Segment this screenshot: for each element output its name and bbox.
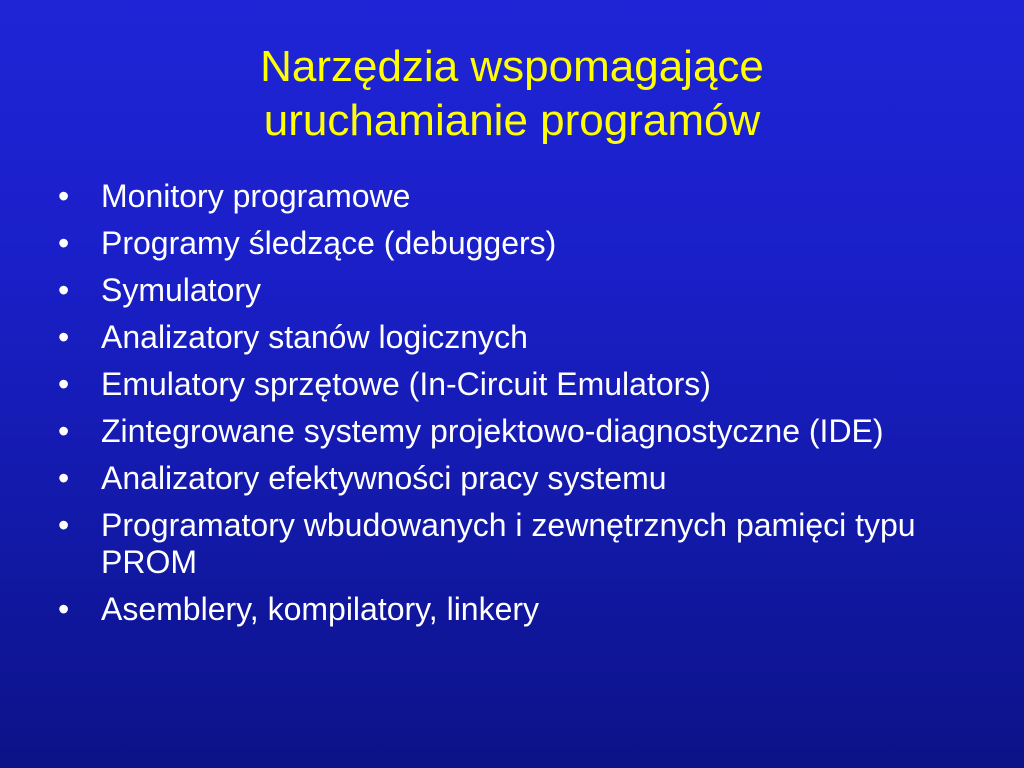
bullet-item-asemblery xyxy=(58,591,958,628)
bullet-text: Monitory programowe xyxy=(101,178,411,214)
slide-title-line-2: uruchamianie programów xyxy=(263,96,761,145)
bullet-text: Emulatory sprzętowe (In-Circuit Emulators) xyxy=(101,366,711,402)
bullet-icon: • xyxy=(58,272,70,308)
bullet-item-symulatory xyxy=(58,272,958,309)
bullet-text: Programatory wbudowanych i zewnętrznych pamięci typu PROM xyxy=(101,507,916,580)
bullet-item-monitory xyxy=(58,178,958,215)
bullet-item-analizatory-efektywnosci xyxy=(58,460,958,497)
bullet-icon: • xyxy=(58,460,70,496)
bullet-item-programy-sledzace xyxy=(58,225,958,262)
bullet-icon: • xyxy=(58,178,70,214)
bullet-icon: • xyxy=(58,591,70,627)
bullet-text: Symulatory xyxy=(101,272,262,308)
bullet-list xyxy=(58,178,958,638)
bullet-icon: • xyxy=(58,507,70,543)
bullet-text: Programy śledzące (debuggers) xyxy=(101,225,557,261)
bullet-icon: • xyxy=(58,225,70,261)
slide-title-line-1: Narzędzia wspomagające xyxy=(260,42,764,91)
bullet-icon: • xyxy=(58,366,70,402)
slide-title xyxy=(60,40,964,148)
bullet-item-programatory xyxy=(58,507,958,581)
bullet-text: Analizatory stanów logicznych xyxy=(101,319,528,355)
bullet-item-emulatory xyxy=(58,366,958,403)
bullet-text: Asemblery, kompilatory, linkery xyxy=(101,591,540,627)
bullet-text: Analizatory efektywności pracy systemu xyxy=(101,460,667,496)
bullet-item-analizatory-stanow xyxy=(58,319,958,356)
bullet-icon: • xyxy=(58,413,70,449)
bullet-item-ide xyxy=(58,413,958,450)
bullet-text: Zintegrowane systemy projektowo-diagnostyczne (IDE) xyxy=(101,413,884,449)
bullet-icon: • xyxy=(58,319,70,355)
